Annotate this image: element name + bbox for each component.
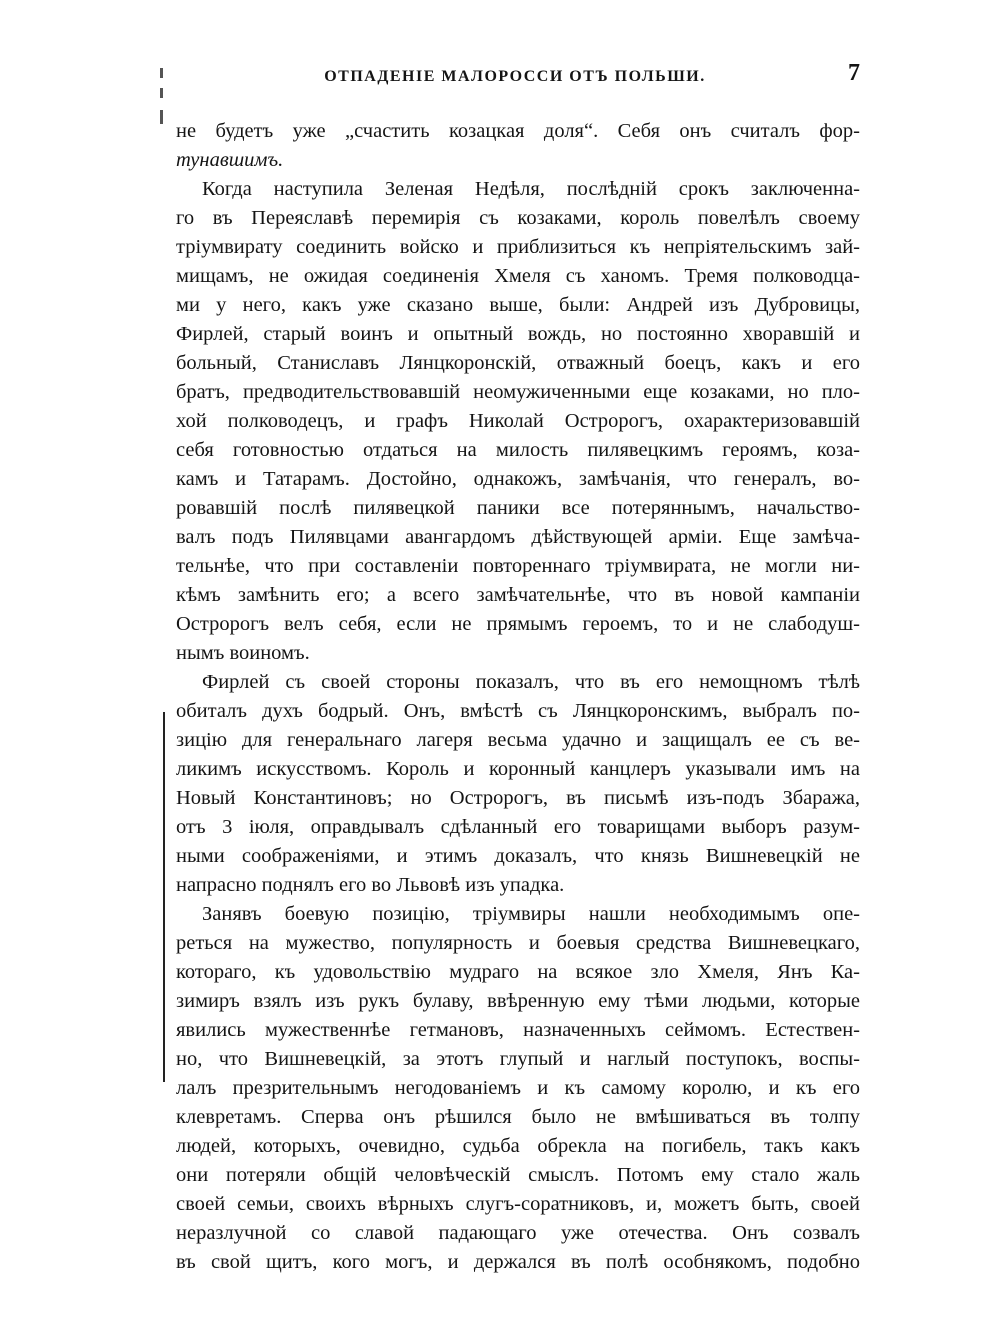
- text-line: тельнѣе, что при составленіи повтореннаго тріумвирата, не могли ни-: [176, 555, 860, 577]
- text-line: тріумвирату соединить войско и приблизиться къ непріятельскимъ зай-: [176, 236, 860, 258]
- text-line: котораго, къ удовольствію мудраго на всякое зло Хмеля, Янъ Ка-: [176, 961, 860, 983]
- text-line: валъ подъ Пилявцами авангардомъ дѣйствующей арміи. Еще замѣча-: [176, 526, 860, 548]
- text-line: лалъ презрительнымъ негодованіемъ и къ самому королю, и къ его: [176, 1077, 860, 1099]
- text-line: своей семьи, своихъ вѣрныхъ слугъ-соратниковъ, и, можетъ быть, своей: [176, 1193, 860, 1215]
- text-line: обиталъ духъ бодрый. Онъ, вмѣстѣ съ Лянцкоронскимъ, выбралъ по-: [176, 700, 860, 722]
- text-line: напрасно поднялъ его во Львовѣ изъ упадка.: [176, 874, 565, 896]
- text-line: братъ, предводительствовавшій неомужиченными еще козаками, но пло-: [176, 381, 860, 403]
- edge-scan-marks: [160, 60, 166, 150]
- text-line: хой полководецъ, и графъ Николай Остророгъ, охарактеризовавшій: [176, 410, 860, 432]
- text-line: кѣмъ замѣнить его; а всего замѣчательнѣе, что въ новой кампаніи: [176, 584, 860, 606]
- text-line: Когда наступила Зеленая Недѣля, послѣдній срокъ заключенна-: [202, 178, 860, 200]
- text-line: реться на мужество, популярность и боевыя средства Вишневецкаго,: [176, 932, 860, 954]
- text-line: неразлучной со славой падающаго уже отечества. Онъ созвалъ: [176, 1222, 860, 1244]
- text-line: Фирлей съ своей стороны показалъ, что въ его немощномъ тѣлѣ: [202, 671, 860, 693]
- text-line: въ свой щитъ, кого могъ, и держался въ полѣ особнякомъ, подобно: [176, 1251, 860, 1273]
- text-line: Остророгъ велъ себя, если не прямымъ героемъ, то и не слабодуш-: [176, 613, 860, 635]
- text-line: ми у него, какъ уже сказано выше, были: Андрей изъ Дубровицы,: [176, 294, 860, 316]
- text-line: они потеряли общій человѣческій смыслъ. Потомъ ему стало жаль: [176, 1164, 860, 1186]
- text-line: не будетъ уже „счастить козацкая доля“. Себя онъ считалъ фор-: [176, 120, 860, 142]
- text-line: нымъ воиномъ.: [176, 642, 310, 664]
- margin-rule: [163, 712, 165, 1082]
- text-line: ликимъ искусствомъ. Король и коронный канцлеръ указывали имъ на: [176, 758, 860, 780]
- text-line: больный, Станиславъ Лянцкоронскій, отважный боецъ, какъ и его: [176, 352, 860, 374]
- text-line: явились мужественнѣе гетмановъ, назначенныхъ сеймомъ. Естествен-: [176, 1019, 860, 1041]
- page-number: 7: [848, 60, 860, 86]
- text-line: ровавшій послѣ пилявецкой паники все потеряннымъ, начальство-: [176, 497, 860, 519]
- text-line: но, что Вишневецкій, за этотъ глупый и наглый поступокъ, воспы-: [176, 1048, 860, 1070]
- text-line: тунавшимъ.: [176, 149, 284, 171]
- text-line: мищамъ, не ожидая соединенія Хмеля съ ханомъ. Тремя полководца-: [176, 265, 860, 287]
- text-line: зимиръ взялъ изъ рукъ булаву, ввѣренную ему тѣми людьми, которые: [176, 990, 860, 1012]
- text-line: камъ и Татарамъ. Достойно, однакожъ, замѣчанія, что генералъ, во-: [176, 468, 860, 490]
- text-line: го въ Переяславѣ перемирія съ козаками, король повелѣлъ своему: [176, 207, 860, 229]
- text-line: отъ 3 іюля, оправдывалъ сдѣланный его товарищами выборъ разум-: [176, 816, 860, 838]
- text-line: клевретамъ. Сперва онъ рѣшился было не вмѣшиваться въ толпу: [176, 1106, 860, 1128]
- text-line: зицію для генеральнаго лагеря весьма удачно и защищалъ ее съ ве-: [176, 729, 860, 751]
- text-line: ными соображеніями, и этимъ доказалъ, что князь Вишневецкій не: [176, 845, 860, 867]
- text-line: Новый Константиновъ; но Остророгъ, въ письмѣ изъ-подъ Збаража,: [176, 787, 860, 809]
- text-line: Занявъ боевую позицію, тріумвиры нашли необходимымъ опе-: [202, 903, 860, 925]
- text-line: Фирлей, старый воинъ и опытный вождь, но постоянно хворавшій и: [176, 323, 860, 345]
- running-title: ОТПАДЕНІЕ МАЛОРОССИ ОТЪ ПОЛЬШИ.: [324, 68, 706, 85]
- text-line: людей, которыхъ, очевидно, судьба обрекла на погибель, такъ какъ: [176, 1135, 860, 1157]
- page-header: [170, 60, 860, 100]
- text-line: себя готовностью отдаться на милость пилявецкимъ героямъ, коза-: [176, 439, 860, 461]
